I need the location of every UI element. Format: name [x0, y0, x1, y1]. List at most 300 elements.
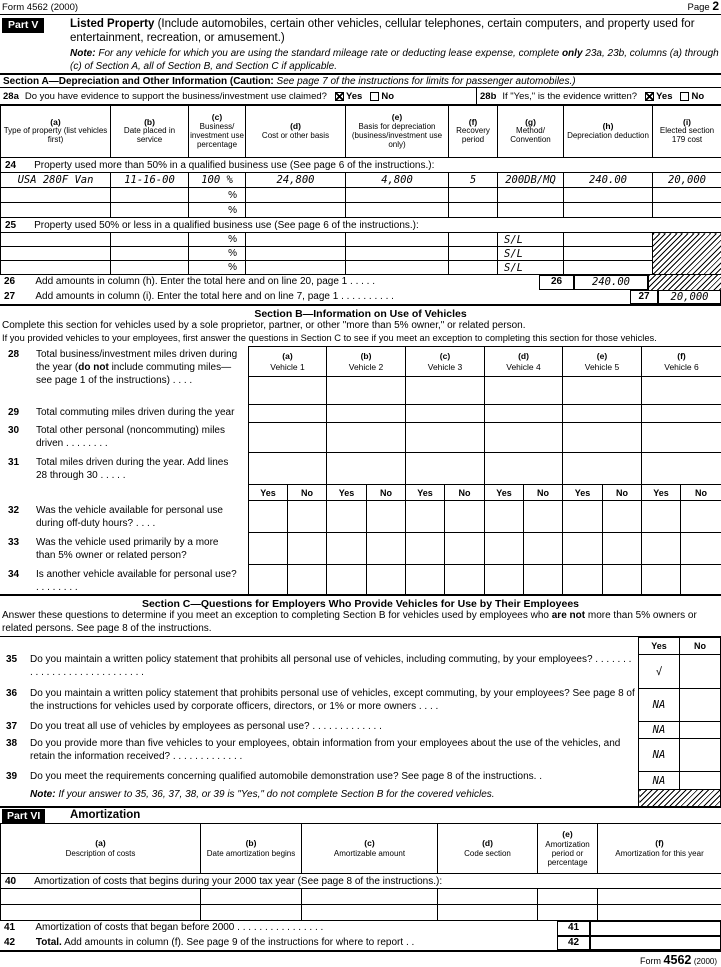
amortization-blank-row [1, 889, 721, 905]
yes-no-cell[interactable] [288, 565, 327, 595]
entry-date[interactable]: 11-16-00 [111, 173, 189, 188]
yes-header: Yes [639, 638, 680, 655]
part-v-note [70, 47, 719, 73]
answer-38-no[interactable] [680, 739, 721, 772]
page-number: 2 [712, 0, 719, 13]
vehicle-2-header: (b) Vehicle 2 [327, 347, 406, 377]
yes-header: Yes [406, 485, 445, 501]
line-27-value[interactable]: 20,000 [658, 290, 721, 304]
hatched-area [639, 790, 721, 808]
yes-no-cell[interactable] [642, 501, 681, 533]
entry-sec179[interactable]: 20,000 [653, 173, 721, 188]
col-b-header: (b) Date amortization begins [201, 824, 302, 874]
yes-no-cell[interactable] [524, 565, 563, 595]
blank-cell[interactable] [111, 188, 189, 203]
blank-cell[interactable] [302, 889, 438, 905]
section-a-caption-bold: Section A—Depreciation and Other Information (Caution: [3, 76, 274, 87]
row-28-cells [249, 377, 721, 405]
row-30-cells [249, 423, 721, 453]
yes-header: Yes [327, 485, 367, 501]
hatched-area [653, 233, 721, 275]
yes-no-cell[interactable] [288, 501, 327, 533]
col-c-header: (c) Amortizable amount [302, 824, 438, 874]
blank-cell[interactable] [598, 889, 721, 905]
blank-cell[interactable] [498, 188, 564, 203]
sl-cell: S/L [498, 247, 564, 261]
miles-cell[interactable] [563, 377, 642, 405]
answer-39-no[interactable] [680, 772, 721, 790]
yes-header: Yes [485, 485, 524, 501]
yes-no-cell[interactable] [406, 565, 445, 595]
miles-cell[interactable] [563, 405, 642, 423]
entry-basis[interactable]: 4,800 [346, 173, 449, 188]
section-a-header-row [1, 106, 721, 158]
miles-cell[interactable] [406, 405, 485, 423]
question-28b-text: If "Yes," is the evidence written? [502, 91, 637, 102]
miles-cell[interactable] [642, 423, 721, 453]
col-a-header: (a) Description of costs [1, 824, 201, 874]
blank-cell[interactable] [201, 889, 302, 905]
vehicle-5-header: (e) Vehicle 5 [563, 347, 642, 377]
percent-cell[interactable]: % [189, 233, 246, 247]
part-v-title [70, 17, 719, 46]
blank-cell[interactable] [346, 203, 449, 218]
miles-cell[interactable] [563, 423, 642, 453]
page-word: Page [687, 2, 709, 13]
row-34-cells [249, 565, 721, 595]
line-42-row [0, 936, 721, 952]
property-entry-row [1, 173, 721, 188]
line-41-box: 41 [557, 921, 590, 936]
line-40-number: 40 [5, 876, 16, 887]
line-41-row [0, 921, 721, 936]
sl-cell: S/L [498, 261, 564, 275]
blank-cell[interactable] [449, 233, 498, 247]
blank-cell[interactable] [564, 188, 653, 203]
miles-cell[interactable] [327, 377, 406, 405]
blank-cell[interactable] [449, 188, 498, 203]
note-label: Note: [70, 48, 96, 59]
answer-38-row [639, 739, 721, 772]
yes-no-header-row [639, 638, 721, 655]
yes-no-header-row [249, 485, 721, 501]
answer-35-yes[interactable]: √ [639, 655, 680, 689]
footer-form-word: Form [640, 956, 661, 966]
blank-cell[interactable] [564, 261, 653, 275]
q28a-yes-checkbox[interactable] [335, 92, 344, 101]
yes-no-cell[interactable] [445, 533, 485, 565]
yes-no-cell[interactable] [367, 565, 406, 595]
section-b-vehicle-table [0, 346, 721, 596]
section-c-intro [0, 610, 721, 636]
blank-entry-row-sl [1, 247, 721, 261]
part-vi-tag: Part VI [2, 809, 45, 824]
entry-recovery[interactable]: 5 [449, 173, 498, 188]
entry-type[interactable]: USA 280F Van [1, 173, 111, 188]
vehicle-6-header: (f) Vehicle 6 [642, 347, 721, 377]
no-header: No [367, 485, 406, 501]
section-b-questions [0, 346, 248, 596]
dotted-leader: . . . . . . . . . . [341, 291, 394, 302]
question-32: 32 Was the vehicle available for personal use during off-duty hours? . . . . [0, 504, 248, 530]
blank-cell[interactable] [346, 233, 449, 247]
dotted-leader: . . [406, 937, 414, 948]
line-27-text: Add amounts in column (i). Enter the total here and on line 7, page 1 [35, 291, 338, 302]
yes-no-cell[interactable] [406, 501, 445, 533]
section-c-intro-bold: are not [552, 610, 585, 621]
answer-38-yes[interactable]: NA [639, 739, 680, 772]
miles-cell[interactable] [327, 453, 406, 485]
q28a-yes-label: Yes [346, 91, 362, 102]
line-27-box: 27 [630, 290, 658, 304]
blank-entry-row-sl [1, 233, 721, 247]
line-42-label [0, 936, 557, 950]
question-28a [0, 88, 477, 104]
yes-no-cell[interactable] [485, 533, 524, 565]
line-26-value[interactable]: 240.00 [574, 275, 648, 290]
section-b-intro-2: If you provided vehicles to your employees, first answer the questions in Section C to see if you meet an exception to completing this section for those vehicles. [0, 333, 721, 346]
answer-37-yes[interactable]: NA [639, 722, 680, 739]
miles-cell[interactable] [406, 453, 485, 485]
q28b-no-label: No [691, 91, 704, 102]
line-42-bold: Total. [36, 937, 62, 948]
hatched-area [648, 275, 721, 290]
miles-cell[interactable] [485, 405, 563, 423]
footer-year: (2000) [694, 957, 717, 966]
blank-entry-row [1, 188, 721, 203]
yes-header: Yes [642, 485, 681, 501]
blank-cell[interactable] [449, 247, 498, 261]
yes-no-cell[interactable] [327, 565, 367, 595]
yes-no-cell[interactable] [642, 565, 681, 595]
blank-cell[interactable] [653, 203, 721, 218]
yes-no-cell[interactable] [288, 533, 327, 565]
question-33: 33 Was the vehicle used primarily by a more than 5% owner or related person? [0, 536, 248, 562]
entry-percentage[interactable]: 100 % [189, 173, 246, 188]
yes-no-cell[interactable] [681, 565, 721, 595]
question-39: 39 Do you meet the requirements concerning qualified automobile demonstration use? See page 8 of the instructions. . [0, 771, 639, 789]
part-v-header [0, 15, 721, 73]
line-41-text: Amortization of costs that began before 2000 [35, 922, 234, 933]
miles-cell[interactable] [249, 423, 327, 453]
yes-no-cell[interactable] [406, 533, 445, 565]
page-footer [0, 952, 721, 965]
yes-no-cell[interactable] [367, 501, 406, 533]
no-header: No [603, 485, 642, 501]
answer-36-row [639, 689, 721, 722]
line-26-text: Add amounts in column (h). Enter the total here and on line 20, page 1 [35, 276, 347, 287]
miles-cell[interactable] [327, 423, 406, 453]
percent-cell[interactable]: % [189, 247, 246, 261]
question-28b [477, 88, 721, 104]
q28b-no-checkbox[interactable] [680, 92, 689, 101]
section-a-caption-italic: See page 7 of the instructions for limits for passenger automobiles.) [277, 76, 576, 87]
line-40-row [1, 874, 721, 889]
col-d-header: (d) Cost or other basis [246, 106, 346, 158]
yes-no-cell[interactable] [249, 533, 288, 565]
dotted-leader: . . . . . [350, 276, 375, 287]
blank-cell[interactable] [1, 905, 201, 921]
yes-no-cell[interactable] [563, 501, 603, 533]
line-42-box: 42 [557, 936, 590, 950]
line-24-row [1, 158, 721, 173]
answer-35-row [639, 655, 721, 689]
section-a-caption [0, 73, 721, 88]
line-25-row [1, 218, 721, 233]
line-28a-number: 28a [3, 91, 19, 102]
line-41-number: 41 [4, 922, 15, 933]
part-v-title-paren: (Include automobiles, certain other vehicles, cellular telephones, certain computers, and property used for entertainment, recreation, or amusement.) [70, 18, 695, 44]
vehicle-header-row [249, 347, 721, 377]
blank-cell[interactable] [449, 261, 498, 275]
yes-no-cell[interactable] [524, 533, 563, 565]
blank-cell[interactable] [538, 905, 598, 921]
blank-cell[interactable] [538, 889, 598, 905]
blank-cell[interactable] [246, 188, 346, 203]
blank-cell[interactable] [111, 261, 189, 275]
question-38: 38 Do you provide more than five vehicles to your employees, obtain information from your employees about the use of the vehicles, and retain the information received? . . . . . . . . . . . . . [0, 738, 639, 771]
section-c-questions [0, 636, 721, 806]
col-f-header: (f) Recovery period [449, 106, 498, 158]
question-28: 28 Total business/investment miles driven during the year (do not include commuting miles— see page 1 of the instructions) . . . . [0, 348, 248, 387]
miles-cell[interactable] [642, 405, 721, 423]
blank-cell[interactable] [246, 233, 346, 247]
blank-cell[interactable] [438, 889, 538, 905]
blank-entry-row [1, 203, 721, 218]
question-34: 34 Is another vehicle available for personal use? . . . . . . . . [0, 568, 248, 594]
yes-header: Yes [249, 485, 288, 501]
yes-no-cell[interactable] [445, 565, 485, 595]
col-b-header: (b) Date placed in service [111, 106, 189, 158]
yes-no-cell[interactable] [367, 533, 406, 565]
blank-cell[interactable] [564, 203, 653, 218]
no-header: No [680, 638, 721, 655]
answer-37-row [639, 722, 721, 739]
row-33-cells [249, 533, 721, 565]
no-header: No [445, 485, 485, 501]
yes-no-cell[interactable] [603, 533, 642, 565]
blank-cell[interactable] [246, 261, 346, 275]
yes-no-cell[interactable] [327, 501, 367, 533]
question-31: 31 Total miles driven during the year. Add lines 28 through 30 . . . . . [0, 456, 248, 482]
miles-cell[interactable] [249, 377, 327, 405]
yes-no-cell[interactable] [603, 501, 642, 533]
q28a-no-checkbox[interactable] [370, 92, 379, 101]
answer-36-no[interactable] [680, 689, 721, 722]
blank-cell[interactable] [246, 247, 346, 261]
yes-no-cell[interactable] [563, 565, 603, 595]
miles-cell[interactable] [327, 405, 406, 423]
question-37: 37 Do you treat all use of vehicles by employees as personal use? . . . . . . . . . . . . . [0, 721, 639, 738]
question-30: 30 Total other personal (noncommuting) miles driven . . . . . . . . [0, 424, 248, 450]
line-42-value[interactable] [590, 936, 721, 950]
yes-header: Yes [563, 485, 603, 501]
section-c-intro-1: Answer these questions to determine if you meet an exception to completing Section B for vehicles used by employees who [2, 610, 549, 621]
vehicle-grid [248, 346, 721, 595]
blank-cell[interactable] [1, 188, 111, 203]
miles-cell[interactable] [406, 377, 485, 405]
miles-cell[interactable] [406, 423, 485, 453]
col-e-header: (e) Amortization period or percentage [538, 824, 598, 874]
percent-cell[interactable]: % [189, 203, 246, 218]
note-text: If your answer to 35, 36, 37, 38, or 39 is "Yes," do not complete Section B for the covered vehicles. [58, 789, 494, 800]
blank-cell[interactable] [346, 247, 449, 261]
answer-39-yes[interactable]: NA [639, 772, 680, 790]
answer-36-yes[interactable]: NA [639, 689, 680, 722]
blank-cell[interactable] [564, 233, 653, 247]
note-label: Note: [30, 789, 56, 800]
col-g-header: (g) Method/ Convention [498, 106, 564, 158]
line-27-row [0, 290, 721, 306]
line-24-number: 24 [5, 160, 16, 171]
row-29-cells [249, 405, 721, 423]
line-26-row [0, 275, 721, 290]
yes-no-cell[interactable] [485, 501, 524, 533]
blank-cell[interactable] [111, 233, 189, 247]
section-b-intro-1: Complete this section for vehicles used by a sole proprietor, partner, or other "more than 5% owner," or related person. [0, 320, 721, 333]
miles-cell[interactable] [485, 423, 563, 453]
line-41-value[interactable] [590, 921, 721, 936]
blank-cell[interactable] [302, 905, 438, 921]
col-d-header: (d) Code section [438, 824, 538, 874]
vehicle-4-header: (d) Vehicle 4 [485, 347, 563, 377]
col-c-header: (c) Business/ investment use percentage [189, 106, 246, 158]
blank-cell[interactable] [1, 889, 201, 905]
yes-no-cell[interactable] [681, 501, 721, 533]
section-c-title: Section C—Questions for Employers Who Provide Vehicles for Use by Their Employees [0, 596, 721, 610]
question-36: 36 Do you maintain a written policy statement that prohibits personal use of vehicles, except commuting, by your employees? See page 8 of the instructions for vehicles used by corporate officers, directors, or 1% or more owners . . . . [0, 688, 639, 721]
q28a-no-label: No [381, 91, 394, 102]
note-bold-word: only [562, 48, 583, 59]
yes-no-cell[interactable] [249, 501, 288, 533]
part-vi-header [0, 806, 721, 823]
footer-form-number: 4562 [664, 953, 692, 967]
line-42-number: 42 [4, 937, 15, 948]
miles-cell[interactable] [485, 453, 563, 485]
part-v-title-bold: Listed Property [70, 18, 154, 30]
line-25-number: 25 [5, 220, 16, 231]
question-29: 29 Total commuting miles driven during the year [0, 406, 242, 419]
q28b-yes-label: Yes [656, 91, 672, 102]
entry-deduction[interactable]: 240.00 [564, 173, 653, 188]
section-c-answer-grid [638, 637, 721, 808]
form-id-label: Form 4562 (2000) [2, 2, 78, 13]
blank-cell[interactable] [201, 905, 302, 921]
col-f-header: (f) Amortization for this year [598, 824, 721, 874]
blank-cell[interactable] [1, 203, 111, 218]
yes-no-cell[interactable] [524, 501, 563, 533]
percent-cell[interactable]: % [189, 261, 246, 275]
blank-cell[interactable] [346, 188, 449, 203]
blank-cell[interactable] [438, 905, 538, 921]
yes-no-cell[interactable] [485, 565, 524, 595]
vehicle-3-header: (c) Vehicle 3 [406, 347, 485, 377]
page-indicator [687, 0, 719, 13]
section-a-depreciation-table [0, 105, 721, 275]
line-24-text: Property used more than 50% in a qualified business use (See page 6 of the instructions.): [34, 160, 434, 171]
question-28a-text: Do you have evidence to support the business/investment use claimed? [25, 91, 327, 102]
evidence-question-row [0, 88, 721, 105]
line-25-text: Property used 50% or less in a qualified business use (See page 6 of the instructions.): [34, 220, 419, 231]
miles-cell[interactable] [249, 453, 327, 485]
section-b-title: Section B—Information on Use of Vehicles [0, 306, 721, 320]
col-e-header: (e) Basis for depreciation (business/investment use only) [346, 106, 449, 158]
miles-cell[interactable] [249, 405, 327, 423]
row-31-cells [249, 453, 721, 485]
question-35: 35 Do you maintain a written policy statement that prohibits all personal use of vehicles, including commuting, by your employees? . . . . . . . . . . . . . . . . . . . . . . . . . . . . [0, 654, 639, 688]
amortization-header-row [1, 824, 721, 874]
sl-cell: S/L [498, 233, 564, 247]
yes-no-cell[interactable] [249, 565, 288, 595]
miles-cell[interactable] [485, 377, 563, 405]
line-27-number: 27 [4, 291, 15, 302]
row-32-cells [249, 501, 721, 533]
part-v-tag: Part V [2, 18, 44, 33]
q28b-yes-checkbox[interactable] [645, 92, 654, 101]
percent-cell[interactable]: % [189, 188, 246, 203]
entry-method[interactable]: 200DB/MQ [498, 173, 564, 188]
part-vi-title: Amortization [70, 809, 140, 821]
answer-37-no[interactable] [680, 722, 721, 739]
blank-cell[interactable] [1, 233, 111, 247]
yes-no-cell[interactable] [681, 533, 721, 565]
line-26-box: 26 [539, 275, 574, 290]
blank-cell[interactable] [598, 905, 721, 921]
blank-cell[interactable] [498, 203, 564, 218]
line-28b-number: 28b [480, 91, 496, 102]
blank-cell[interactable] [564, 247, 653, 261]
line-27-label [0, 290, 630, 304]
hatched-row [639, 790, 721, 808]
section-b-note [0, 789, 639, 807]
blank-cell[interactable] [1, 247, 111, 261]
answer-39-row [639, 772, 721, 790]
blank-cell[interactable] [111, 203, 189, 218]
blank-cell[interactable] [449, 203, 498, 218]
page-header [0, 0, 721, 15]
section-c-intro-2: more than 5% owners or related persons. See page 8 of the instructions. [2, 610, 697, 634]
miles-cell[interactable] [642, 377, 721, 405]
yes-no-cell[interactable] [603, 565, 642, 595]
blank-cell[interactable] [1, 261, 111, 275]
dotted-leader: . . . . . . . . . . . . . . . . [237, 922, 323, 933]
yes-no-cell[interactable] [327, 533, 367, 565]
blank-entry-row-sl [1, 261, 721, 275]
answer-35-no[interactable] [680, 655, 721, 689]
blank-cell[interactable] [246, 203, 346, 218]
blank-cell[interactable] [346, 261, 449, 275]
line-40-text: Amortization of costs that begins during your 2000 tax year (See page 8 of the instructions.): [34, 876, 442, 887]
col-h-header: (h) Depreciation deduction [564, 106, 653, 158]
yes-no-cell[interactable] [642, 533, 681, 565]
amortization-blank-row [1, 905, 721, 921]
line-26-label [0, 275, 539, 290]
col-a-header: (a) Type of property (list vehicles first) [1, 106, 111, 158]
note-text-1: For any vehicle for which you are using the standard mileage rate or deducting lease expense, complete [98, 48, 559, 59]
vehicle-1-header: (a) Vehicle 1 [249, 347, 327, 377]
miles-cell[interactable] [642, 453, 721, 485]
blank-cell[interactable] [111, 247, 189, 261]
yes-no-cell[interactable] [445, 501, 485, 533]
no-header: No [681, 485, 721, 501]
entry-cost[interactable]: 24,800 [246, 173, 346, 188]
miles-cell[interactable] [563, 453, 642, 485]
line-41-label [0, 921, 557, 936]
note-text-2: 23a, 23b, columns (a) through (c) of Section A, all of Section B, and Section C if applicable. [70, 48, 719, 72]
line-42-text: Add amounts in column (f). See page 9 of the instructions for where to report [64, 937, 403, 948]
blank-cell[interactable] [653, 188, 721, 203]
yes-no-cell[interactable] [563, 533, 603, 565]
